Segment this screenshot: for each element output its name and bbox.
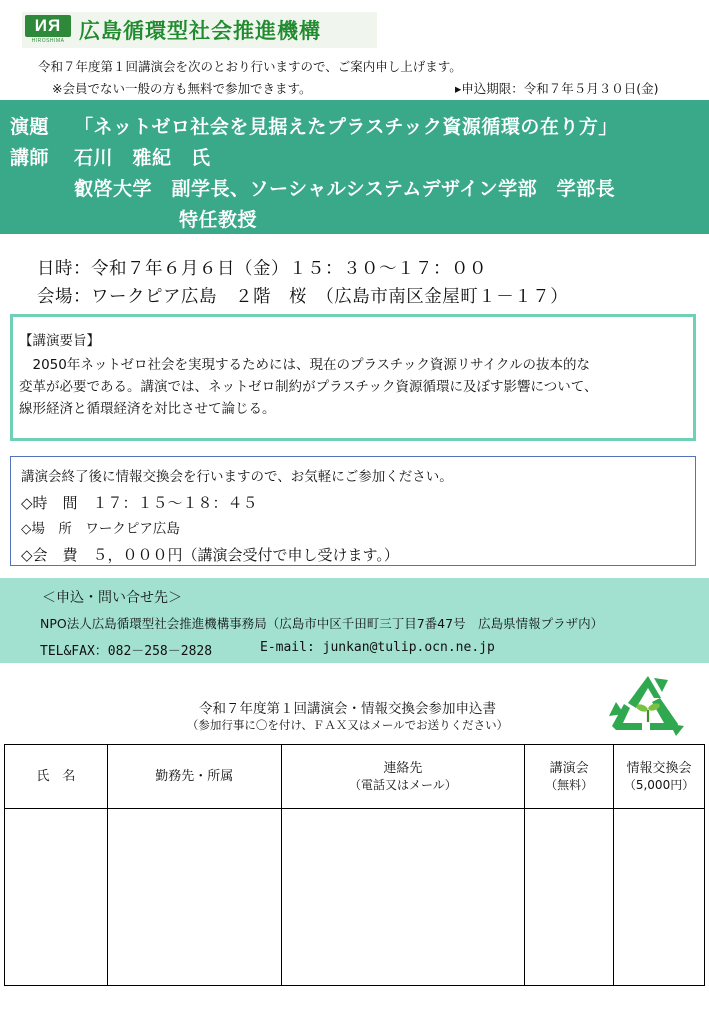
- col-exchange-header: [614, 745, 705, 809]
- contact-section: [0, 578, 709, 663]
- event-venue: 会場：ワークピア広島 ２階 桜 （広島市南区金屋町１－１７）: [37, 287, 569, 307]
- speaker-title: 特任教授: [179, 209, 258, 231]
- summary-line-1: 2050年ネットゼロ社会を実現するためには、現在のプラスチック資源リサイクルの抜本的な: [19, 357, 590, 373]
- lecture-summary-box: [10, 314, 696, 441]
- col-workplace-header: [107, 745, 281, 809]
- lecture-banner: [0, 100, 709, 234]
- speaker-label: 講師: [10, 147, 50, 169]
- exchange-intro: 講演会終了後に情報交換会を行いますので、お気軽にご参加ください。: [21, 469, 453, 485]
- workplace-entry-cell[interactable]: [107, 809, 281, 986]
- summary-body: [19, 354, 693, 420]
- exchange-place: ◇場 所 ワークピア広島: [21, 521, 180, 537]
- col-lecture-label: 講演会: [549, 760, 589, 776]
- contact-tel-fax: TEL&FAX：082－258－2828: [40, 644, 213, 659]
- org-name: 広島循環型社会推進機構: [79, 19, 321, 43]
- registration-form-table: [4, 744, 705, 986]
- exchange-entry-cell[interactable]: [614, 809, 705, 986]
- speaker-name: 石川 雅紀 氏: [74, 147, 211, 169]
- lecture-entry-cell[interactable]: [525, 809, 614, 986]
- intro-line-1: 令和７年度第１回講演会を次のとおり行いますので、ご案内申し上げます。: [38, 59, 462, 74]
- logo-mark: ИЯ: [25, 15, 71, 37]
- form-title: 令和７年度第１回講演会・情報交換会参加申込書: [199, 701, 496, 717]
- org-header: [22, 12, 377, 48]
- speaker-affiliation: 叡啓大学 副学長、ソーシャルシステムデザイン学部 学部長: [74, 178, 616, 200]
- col-name-label: 氏 名: [36, 768, 76, 784]
- contact-office: NPO法人広島循環型社会推進機構事務局（広島市中区千田町三丁目7番47号 広島県情報プラザ内）: [40, 616, 604, 631]
- form-header-row: [5, 745, 705, 809]
- contact-entry-cell[interactable]: [281, 809, 525, 986]
- contact-heading: ＜申込・問い合せ先＞: [42, 590, 182, 606]
- col-exchange-sub: （5,000円）: [623, 777, 695, 792]
- summary-title: 【講演要旨】: [19, 333, 100, 349]
- summary-line-2: 変革が必要である。講演では、ネットゼロ制約がプラスチック資源循環に及ぼす影響について、: [19, 379, 598, 395]
- recycle-icon: [606, 672, 690, 740]
- col-contact-header: [281, 745, 525, 809]
- lecture-title: 「ネットゼロ社会を見据えたプラスチック資源循環の在り方」: [74, 116, 618, 138]
- contact-email[interactable]: E-mail: junkan@tulip.ocn.ne.jp: [260, 640, 495, 655]
- summary-line-3: 線形経済と循環経済を対比させて論じる。: [19, 401, 276, 417]
- col-exchange-label: 情報交換会: [626, 760, 692, 776]
- intro-line-2: ※会員でない一般の方も無料で参加できます。: [52, 81, 312, 96]
- logo-subtext: HIROSHIMA: [31, 38, 65, 44]
- form-subtitle: （参加行事に〇を付け、ＦＡＸ又はメールでお送りください）: [186, 718, 509, 732]
- col-lecture-header: [525, 745, 614, 809]
- col-workplace-label: 勤務先・所属: [155, 768, 234, 784]
- exchange-fee: ◇会 費 ５，０００円（講演会受付で申し受けます。）: [21, 546, 399, 564]
- col-contact-label: 連絡先: [383, 760, 423, 776]
- event-datetime: 日時：令和７年６月６日（金）１５：３０～１７：００: [37, 259, 487, 279]
- lecture-title-label: 演題: [10, 116, 50, 138]
- col-contact-sub: （電話又はメール）: [348, 777, 457, 792]
- exchange-meeting-box: [10, 456, 696, 566]
- col-lecture-sub: （無料）: [545, 777, 594, 792]
- col-name-header: [5, 745, 108, 809]
- exchange-time: ◇時 間 １７：１５～１８：４５: [21, 494, 258, 512]
- name-entry-cell[interactable]: [5, 809, 108, 986]
- form-entry-row: [5, 809, 705, 986]
- org-logo: [25, 15, 71, 45]
- application-deadline: ▸申込期限：令和７年５月３０日(金): [455, 81, 659, 96]
